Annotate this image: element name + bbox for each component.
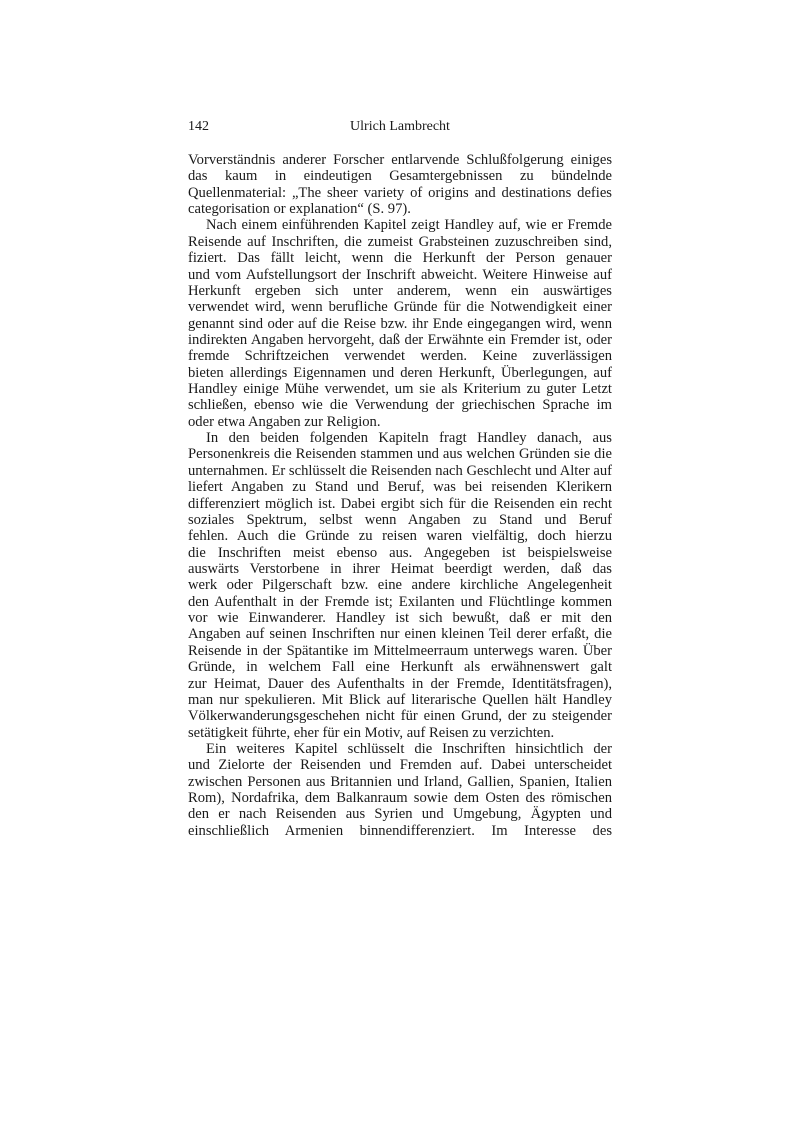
text-line: werk oder Pilgerschaft bzw. eine andere kirchliche Angelegenheit bbox=[188, 577, 612, 594]
text-line: bieten allerdings Eigennamen und deren Herkunft, Überlegungen, auf bbox=[188, 364, 612, 381]
text-line: Vorverständnis anderer Forscher entlarvende Schlußfolgerung einiges bbox=[188, 152, 612, 168]
paragraph bbox=[188, 430, 612, 741]
text-line: unternahmen. Er schlüsselt die Reisenden nach Geschlecht und Alter auf bbox=[188, 462, 612, 479]
text-line: den Aufenthalt in der Fremde ist; Exilanten und Flüchtlinge kommen bbox=[188, 593, 612, 610]
text-line: fremde Schriftzeichen verwendet werden. Keine zuverlässigen bbox=[188, 348, 612, 365]
text-line: Nach einem einführenden Kapitel zeigt Handley auf, wie er Fremde bbox=[206, 217, 612, 234]
text-line: liefert Angaben zu Stand und Beruf, was bei reisenden Klerikern bbox=[188, 479, 612, 496]
text-line: setätigkeit führte, eher für ein Motiv, auf Reisen zu verzichten. bbox=[188, 724, 555, 741]
text-line: die Inschriften meist ebenso aus. Angegeben ist beispielsweise bbox=[188, 544, 612, 561]
body-text bbox=[188, 152, 612, 839]
text-line: Handley einige Mühe verwendet, um sie als Kriterium zu guter Letzt bbox=[188, 381, 612, 398]
text-line: und Zielorte der Reisenden und Fremden auf. Dabei unterscheidet bbox=[188, 757, 612, 774]
text-line: Angaben auf seinen Inschriften nur einen kleinen Teil derer erfaßt, die bbox=[188, 626, 612, 643]
text-line: Völkerwanderungsgeschehen nicht für einen Grund, der zu steigender bbox=[188, 708, 612, 725]
text-line: Reisende in der Spätantike im Mittelmeerraum unterwegs waren. Über bbox=[188, 642, 612, 659]
text-line: man nur spekulieren. Mit Blick auf literarische Quellen hält Handley bbox=[188, 691, 612, 708]
running-header bbox=[188, 119, 612, 137]
paragraph bbox=[188, 152, 612, 217]
text-line: Herkunft ergeben sich unter anderem, wenn ein auswärtiges bbox=[188, 282, 612, 299]
paragraph bbox=[188, 217, 612, 430]
paragraph bbox=[188, 741, 612, 839]
text-line: verwendet wird, wenn berufliche Gründe für die Notwendigkeit einer bbox=[188, 299, 612, 316]
text-line: und vom Aufstellungsort der Inschrift abweicht. Weitere Hinweise auf bbox=[188, 266, 612, 283]
text-line: In den beiden folgenden Kapiteln fragt Handley danach, aus bbox=[206, 430, 612, 447]
text-line: Gründe, in welchem Fall eine Herkunft als erwähnenswert galt bbox=[188, 659, 612, 676]
text-line: zwischen Personen aus Britannien und Irland, Gallien, Spanien, Italien bbox=[188, 773, 612, 790]
text-line: vor wie Einwanderer. Handley ist sich bewußt, daß er mit den bbox=[188, 610, 612, 627]
text-line: fiziert. Das fällt leicht, wenn die Herkunft der Person genauer bbox=[188, 250, 612, 267]
text-line: schließen, ebenso wie die Verwendung der griechischen Sprache im bbox=[188, 397, 612, 414]
text-line: Rom), Nordafrika, dem Balkanraum sowie dem Osten des römischen bbox=[188, 790, 612, 807]
text-line: indirekten Angaben hervorgeht, daß der Erwähnte ein Fremder ist, oder bbox=[188, 331, 612, 348]
text-line: einschließlich Armenien binnendifferenziert. Im Interesse des bbox=[188, 822, 612, 839]
text-line: das kaum in eindeutigen Gesamtergebnissen zu bündelnde bbox=[188, 168, 612, 185]
text-line: Reisende auf Inschriften, die zumeist Grabsteinen zuzuschreiben sind, bbox=[188, 233, 612, 250]
text-line: genannt sind oder auf die Reise bzw. ihr Ende eingegangen wird, wenn bbox=[188, 315, 612, 332]
text-line: Ein weiteres Kapitel schlüsselt die Inschriften hinsichtlich der bbox=[206, 740, 612, 757]
text-line: fehlen. Auch die Gründe zu reisen waren vielfältig, doch hierzu bbox=[188, 528, 612, 545]
text-line: zur Heimat, Dauer des Aufenthalts in der Fremde, Identitätsfragen), bbox=[188, 675, 612, 692]
running-head-author: Ulrich Lambrecht bbox=[350, 119, 450, 134]
page-number: 142 bbox=[188, 119, 209, 134]
text-line: soziales Spektrum, selbst wenn Angaben zu Stand und Beruf bbox=[188, 511, 612, 528]
text-line: oder etwa Angaben zur Religion. bbox=[188, 413, 381, 430]
text-line: Quellenmaterial: „The sheer variety of origins and destinations defies bbox=[188, 184, 612, 201]
text-line: auswärts Verstorbene in ihrer Heimat beerdigt werden, daß das bbox=[188, 560, 612, 577]
text-line: differenziert möglich ist. Dabei ergibt sich für die Reisenden ein recht bbox=[188, 495, 612, 512]
text-line: den er nach Reisenden aus Syrien und Umgebung, Ägypten und bbox=[188, 806, 612, 823]
text-line: categorisation or explanation“ (S. 97). bbox=[188, 201, 411, 218]
text-line: Personenkreis die Reisenden stammen und aus welchen Gründen sie die bbox=[188, 446, 612, 463]
